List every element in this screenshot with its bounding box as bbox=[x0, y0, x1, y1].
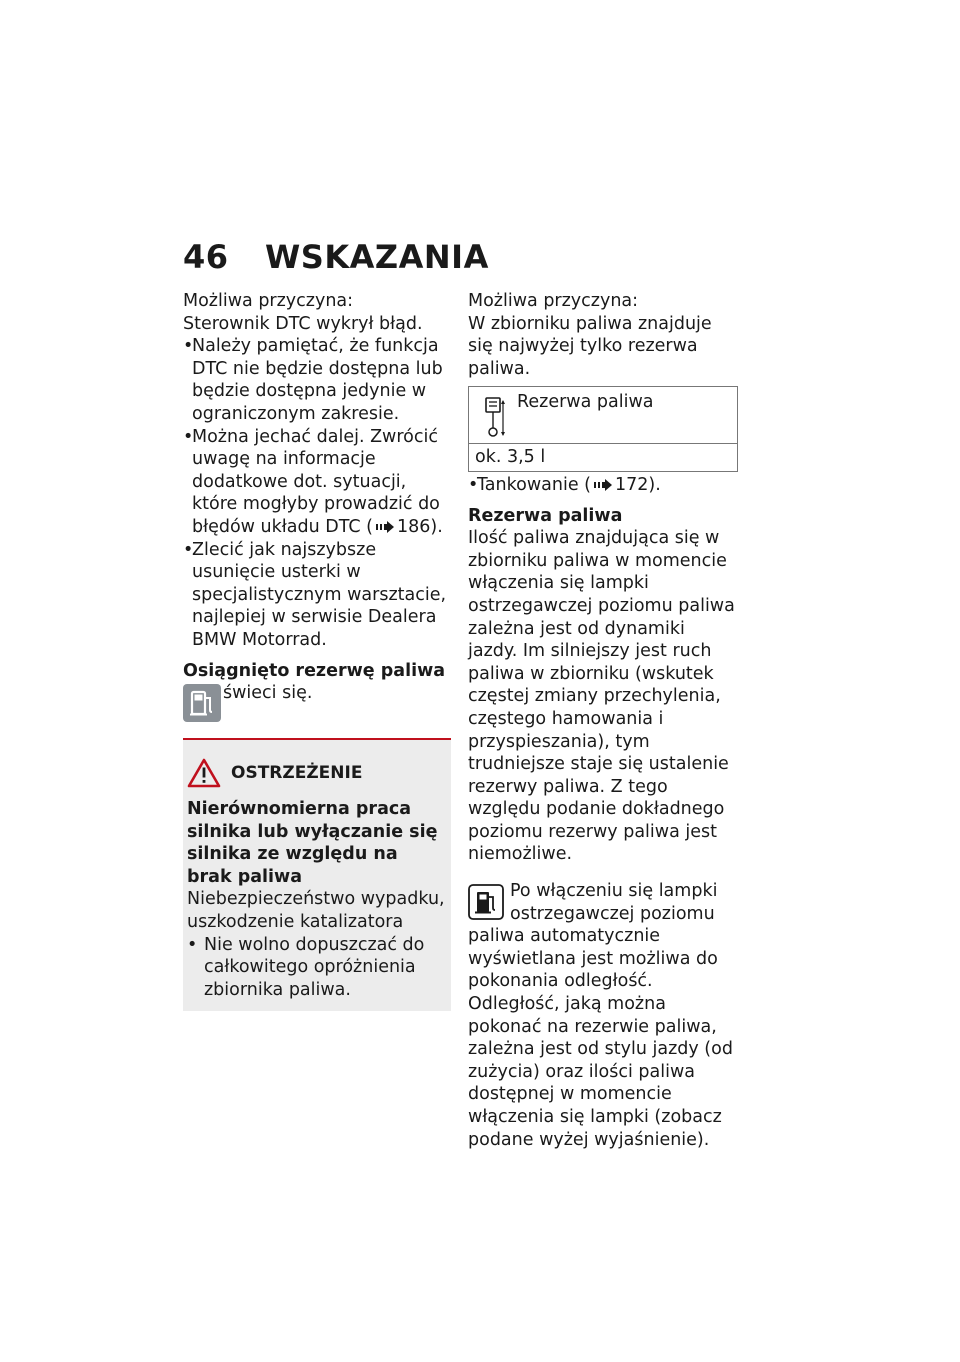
fuel-reserve-spec-table bbox=[468, 386, 738, 472]
page-header bbox=[183, 238, 489, 276]
fuel-reserve-paragraph: Ilość paliwa znajdująca się w zbiorniku paliwa w momencie włączenia się lampki ostrzegawczej poziomu paliwa zależna jest od dynamiki jazdy. Im silniejszy jest ruch paliwa w zbiorniku (wskutek częstej zmiany przechylenia, częstego hamowania i przyspieszania), tym trudniejsze staje się ustalenie rezerwy paliwa. Z tego względu podanie dokładnego poziomu rezerwy paliwa jest niemożliwe. bbox=[468, 528, 735, 865]
fuel-reserve-heading: Rezerwa paliwa bbox=[468, 505, 623, 526]
remaining-distance-paragraph: Odległość, jaką można pokonać na rezerwie paliwa, zależna jest od stylu jazdy (od zużycia) oraz ilości paliwa dostępnej w momencie włączenia się lampki (zobacz podane wyżej wyjaśnienie). bbox=[468, 994, 733, 1150]
spec-table-header-cell bbox=[469, 387, 738, 444]
left-column bbox=[183, 290, 451, 1011]
dtc-bullet-list bbox=[183, 335, 451, 651]
cause-label: Możliwa przyczyna: bbox=[183, 291, 354, 311]
list-item: • Należy pamiętać, że funkcja DTC nie będzie dostępna lub będzie dostępna jedynie w ograniczonym zakresie. bbox=[183, 335, 451, 425]
page-reference: 172). bbox=[614, 474, 661, 495]
right-column bbox=[468, 290, 738, 1151]
bullet-text: Można jechać dalej. Zwrócić uwagę na informacje dodatkowe dot. sytuacji, które mogłyby prowadzić do błędów układu DTC ( bbox=[192, 426, 440, 537]
list-item: • Nie wolno dopuszczać do całkowitego opróżnienia zbiornika paliwa. bbox=[187, 934, 447, 1002]
list-item: • Zlecić jak najszybsze usunięcie usterki w specjalistycznym warsztacie, najlepiej w serwisie Dealera BMW Motorrad. bbox=[183, 539, 451, 652]
warning-triangle-icon bbox=[187, 758, 221, 788]
reserve-lamp-row bbox=[183, 682, 451, 726]
lamp-status-text: świeci się. bbox=[223, 683, 313, 704]
warning-box bbox=[183, 738, 451, 1011]
page-reference-arrow-icon bbox=[593, 479, 613, 491]
cause-text: Sterownik DTC wykrył błąd. bbox=[183, 313, 423, 334]
refuel-bullet-list bbox=[468, 474, 738, 497]
warning-hazard: Nierównomierna praca silnika lub wyłączanie się silnika ze względu na brak paliwa bbox=[187, 799, 438, 887]
range-lamp-row bbox=[468, 880, 738, 993]
warning-title-row bbox=[187, 758, 447, 788]
page-number: 46 bbox=[183, 238, 229, 276]
page-reference-arrow-icon bbox=[375, 521, 395, 533]
spec-label: Rezerwa paliwa bbox=[517, 392, 654, 413]
warning-title: OSTRZEŻENIE bbox=[231, 762, 363, 783]
fuel-pump-warning-icon bbox=[468, 884, 504, 920]
fuel-level-gauge-icon bbox=[481, 395, 505, 437]
reserve-reached-heading: Osiągnięto rezerwę paliwa bbox=[183, 660, 446, 681]
list-item bbox=[468, 474, 738, 497]
list-item bbox=[183, 426, 451, 539]
spec-value: ok. 3,5 l bbox=[469, 444, 738, 472]
range-display-paragraph: Po włączeniu się lampki ostrzegawczej poziomu paliwa automatycznie wyświetlana jest możliwa do pokonania odległość. bbox=[468, 881, 718, 992]
section-title: WSKAZANIA bbox=[265, 238, 489, 276]
warning-bullet-list bbox=[187, 934, 447, 1002]
cause-text: W zbiorniku paliwa znajduje się najwyżej tylko rezerwa paliwa. bbox=[468, 313, 712, 379]
fuel-reserve-warning-lamp-icon bbox=[183, 684, 221, 722]
page-reference: 186). bbox=[396, 516, 443, 537]
warning-consequence: Niebezpieczeństwo wypadku, uszkodzenie katalizatora bbox=[187, 889, 445, 933]
bullet-text: Tankowanie ( bbox=[477, 474, 591, 495]
cause-label: Możliwa przyczyna: bbox=[468, 291, 639, 311]
